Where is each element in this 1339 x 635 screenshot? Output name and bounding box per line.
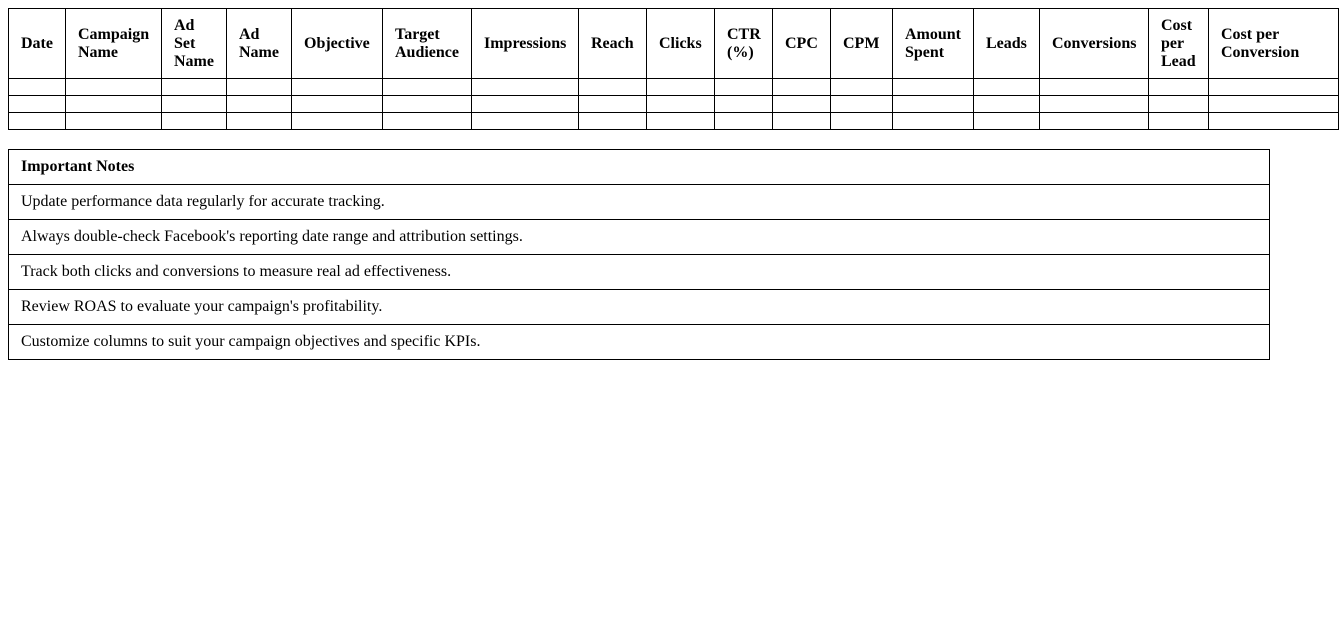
table-cell[interactable] <box>715 79 773 96</box>
note-row <box>9 325 1270 360</box>
table-cell[interactable] <box>1149 79 1209 96</box>
header-ad-set-name: Ad Set Name <box>162 9 227 79</box>
table-cell[interactable] <box>579 96 647 113</box>
table-cell[interactable] <box>1040 113 1149 130</box>
table-cell[interactable] <box>773 79 831 96</box>
table-cell[interactable] <box>472 96 579 113</box>
table-cell[interactable] <box>66 79 162 96</box>
ad-performance-table <box>8 8 1339 130</box>
table-cell[interactable] <box>647 113 715 130</box>
important-notes-table <box>8 149 1270 360</box>
table-cell[interactable] <box>472 79 579 96</box>
table-cell[interactable] <box>831 96 893 113</box>
table-cell[interactable] <box>715 113 773 130</box>
table-cell[interactable] <box>715 96 773 113</box>
table-cell[interactable] <box>9 96 66 113</box>
table-cell[interactable] <box>9 113 66 130</box>
header-cpm: CPM <box>831 9 893 79</box>
table-cell[interactable] <box>831 79 893 96</box>
header-date: Date <box>9 9 66 79</box>
header-cpc: CPC <box>773 9 831 79</box>
header-campaign-name: Campaign Name <box>66 9 162 79</box>
table-cell[interactable] <box>66 96 162 113</box>
header-ctr: CTR (%) <box>715 9 773 79</box>
table-cell[interactable] <box>292 79 383 96</box>
table-cell[interactable] <box>162 96 227 113</box>
note-item: Customize columns to suit your campaign objectives and specific KPIs. <box>9 325 1270 360</box>
table-cell[interactable] <box>579 79 647 96</box>
table-cell[interactable] <box>974 96 1040 113</box>
header-ad-name: Ad Name <box>227 9 292 79</box>
table-cell[interactable] <box>579 113 647 130</box>
header-impressions: Impressions <box>472 9 579 79</box>
table-cell[interactable] <box>773 96 831 113</box>
table-cell[interactable] <box>292 113 383 130</box>
header-cost-per-lead: Cost per Lead <box>1149 9 1209 79</box>
notes-title: Important Notes <box>9 150 1270 185</box>
header-target-audience: Target Audience <box>383 9 472 79</box>
table-header-row <box>9 9 1339 79</box>
note-row <box>9 290 1270 325</box>
table-row <box>9 113 1339 130</box>
table-cell[interactable] <box>647 96 715 113</box>
table-cell[interactable] <box>227 113 292 130</box>
header-conversions: Conversions <box>1040 9 1149 79</box>
table-cell[interactable] <box>974 113 1040 130</box>
table-cell[interactable] <box>162 79 227 96</box>
header-amount-spent: Amount Spent <box>893 9 974 79</box>
table-cell[interactable] <box>773 113 831 130</box>
table-row <box>9 96 1339 113</box>
table-cell[interactable] <box>893 96 974 113</box>
table-cell[interactable] <box>162 113 227 130</box>
note-item: Track both clicks and conversions to measure real ad effectiveness. <box>9 255 1270 290</box>
header-leads: Leads <box>974 9 1040 79</box>
table-cell[interactable] <box>1040 79 1149 96</box>
note-item: Review ROAS to evaluate your campaign's profitability. <box>9 290 1270 325</box>
table-cell[interactable] <box>831 113 893 130</box>
table-cell[interactable] <box>383 79 472 96</box>
table-cell[interactable] <box>1149 96 1209 113</box>
table-cell[interactable] <box>66 113 162 130</box>
table-cell[interactable] <box>383 96 472 113</box>
header-objective: Objective <box>292 9 383 79</box>
header-reach: Reach <box>579 9 647 79</box>
table-cell[interactable] <box>1209 113 1339 130</box>
table-body <box>9 79 1339 130</box>
table-cell[interactable] <box>1149 113 1209 130</box>
table-row <box>9 79 1339 96</box>
note-item: Always double-check Facebook's reporting date range and attribution settings. <box>9 220 1270 255</box>
table-cell[interactable] <box>227 96 292 113</box>
table-cell[interactable] <box>1209 79 1339 96</box>
note-row <box>9 255 1270 290</box>
header-clicks: Clicks <box>647 9 715 79</box>
table-cell[interactable] <box>1040 96 1149 113</box>
table-cell[interactable] <box>893 79 974 96</box>
table-cell[interactable] <box>292 96 383 113</box>
table-cell[interactable] <box>227 79 292 96</box>
table-cell[interactable] <box>647 79 715 96</box>
note-row <box>9 220 1270 255</box>
note-item: Update performance data regularly for accurate tracking. <box>9 185 1270 220</box>
note-row <box>9 185 1270 220</box>
header-cost-per-conversion: Cost per Conversion <box>1209 9 1339 79</box>
table-cell[interactable] <box>974 79 1040 96</box>
notes-title-row <box>9 150 1270 185</box>
table-cell[interactable] <box>383 113 472 130</box>
table-cell[interactable] <box>893 113 974 130</box>
table-cell[interactable] <box>472 113 579 130</box>
table-cell[interactable] <box>9 79 66 96</box>
table-cell[interactable] <box>1209 96 1339 113</box>
